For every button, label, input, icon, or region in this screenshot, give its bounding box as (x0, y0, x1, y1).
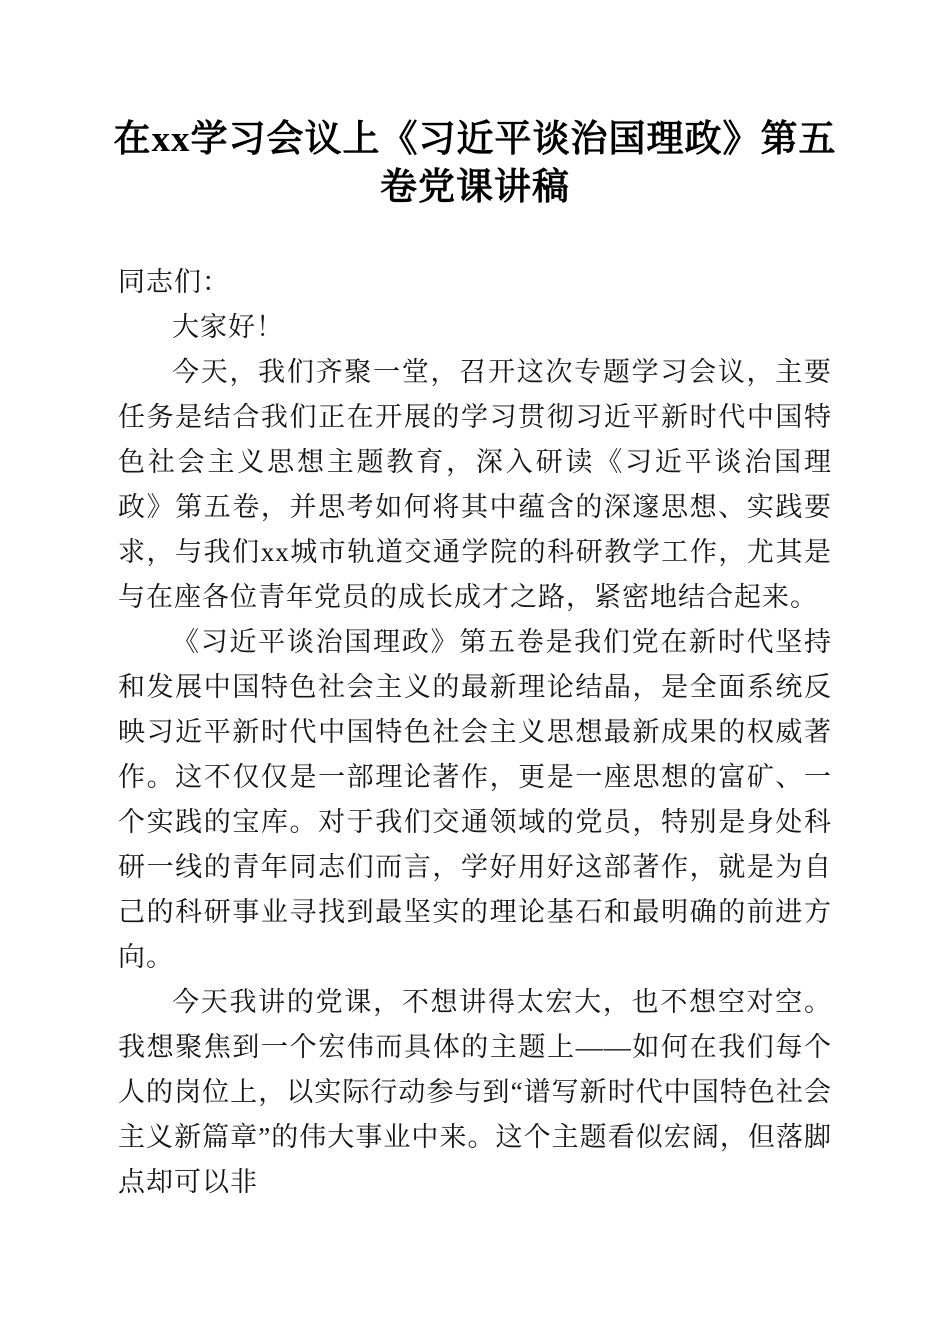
paragraph: 同志们： (118, 267, 230, 297)
document-title: 在xx学习会议上《习近平谈治国理政》第五卷党课讲稿 (113, 119, 837, 208)
document-body (118, 260, 832, 1205)
paragraph: 今天，我们齐聚一堂，召开这次专题学习会议，主要任务是结合我们正在开展的学习贯彻习近平新时代中国特色社会主义思想主题教育，深入研读《习近平谈治国理政》第五卷，并思考如何将其中蕴含的深邃思想、实践要求，与我们xx城市轨道交通学院的科研教学工作，尤其是与在座各位青年党员的成长成才之路，紧密地结合起来。 (118, 357, 832, 612)
paragraph: 今天我讲的党课，不想讲得太宏大，也不想空对空。我想聚焦到一个宏伟而具体的主题上——如何在我们每个人的岗位上，以实际行动参与到“谱写新时代中国特色社会主义新篇章”的伟大事业中来。这个主题看似宏阔，但落脚点却可以非 (118, 987, 832, 1197)
paragraph: 《习近平谈治国理政》第五卷是我们党在新时代坚持和发展中国特色社会主义的最新理论结晶，是全面系统反映习近平新时代中国特色社会主义思想最新成果的权威著作。这不仅仅是一部理论著作，更是一座思想的富矿、一个实践的宝库。对于我们交通领域的党员，特别是身处科研一线的青年同志们而言，学好用好这部著作，就是为自己的科研事业寻找到最坚实的理论基石和最明确的前进方向。 (118, 627, 832, 972)
paragraph: 大家好！ (172, 312, 284, 342)
